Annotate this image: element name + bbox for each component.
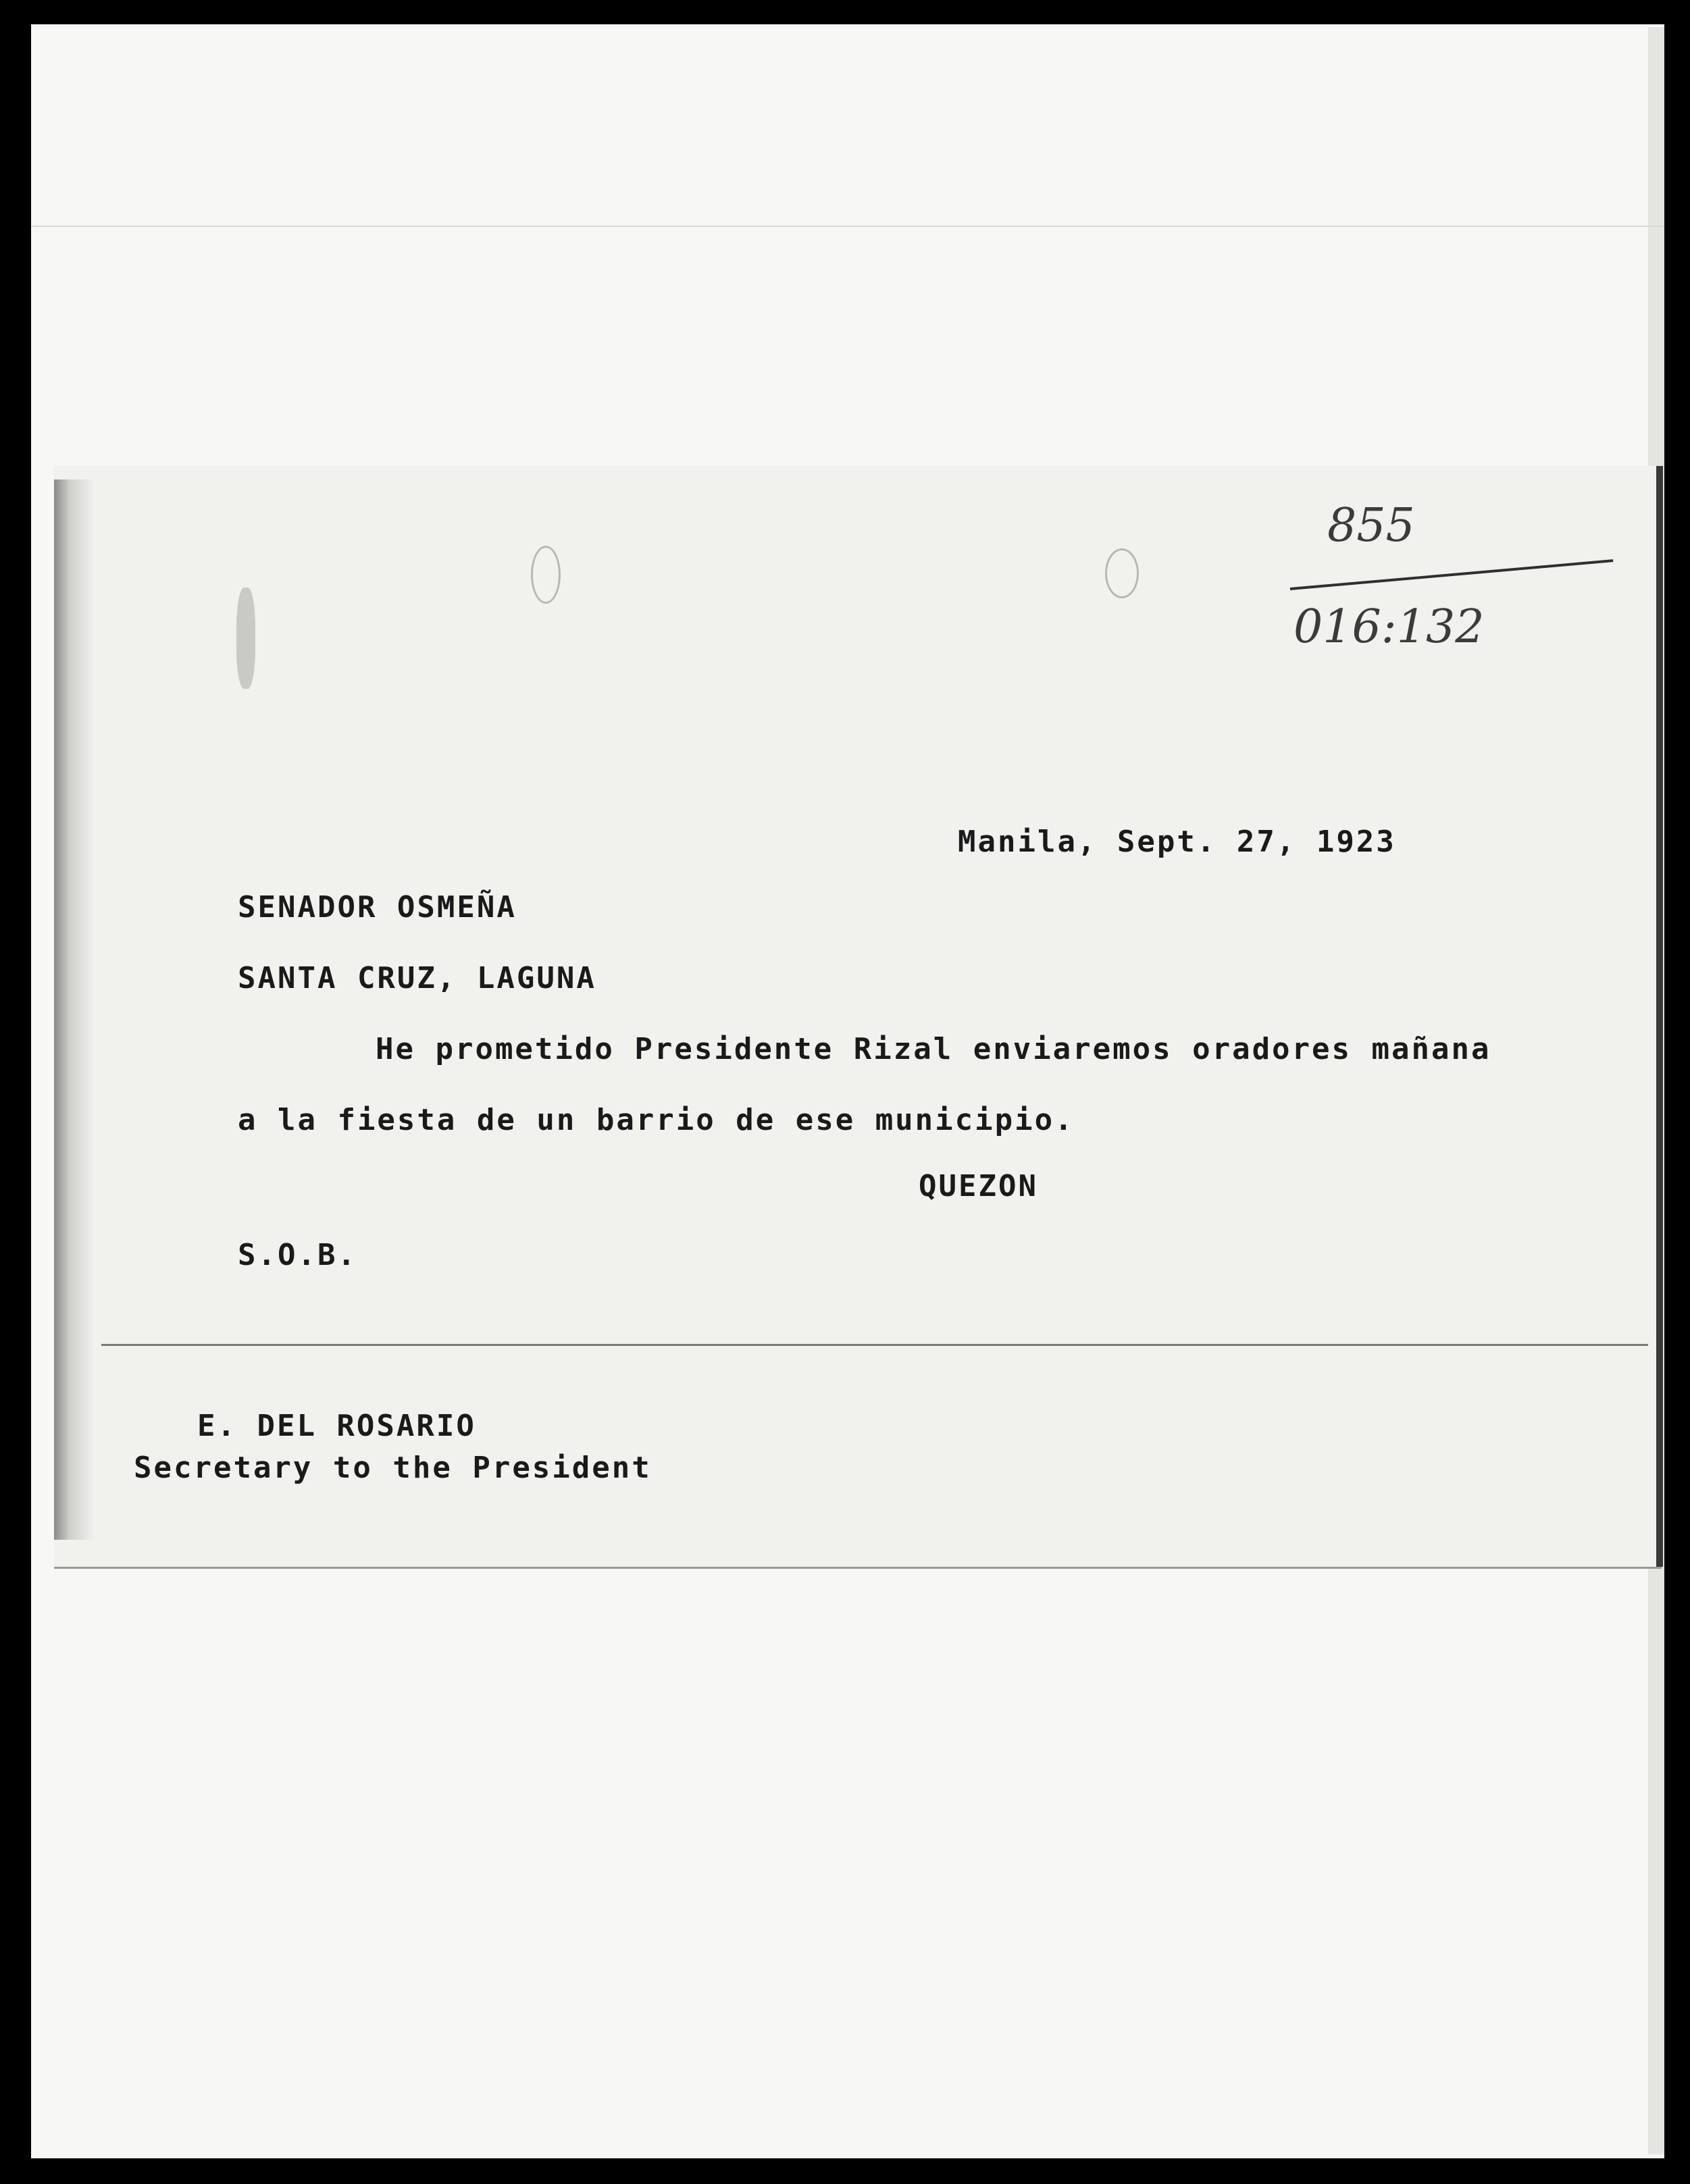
sender-title: Secretary to the President [134, 1451, 652, 1485]
archive-number-bottom: 016:132 [1294, 600, 1485, 654]
punch-hole-mark [531, 546, 561, 604]
slip-left-shadow [54, 479, 93, 1540]
binding-smudge [236, 588, 255, 689]
archive-number-top: 855 [1327, 499, 1415, 552]
slip-right-border [1656, 466, 1663, 1567]
addressee-name: SENADOR OSMEÑA [238, 890, 517, 925]
message-line-2: a la fiesta de un barrio de ese municipio. [238, 1103, 1075, 1137]
message-line-1: He prometido Presidente Rizal enviaremos oradores mañana [376, 1032, 1491, 1066]
addressee-location: SANTA CRUZ, LAGUNA [238, 961, 596, 995]
punch-hole-mark [1105, 548, 1139, 598]
sender-name: E. DEL ROSARIO [197, 1409, 476, 1443]
faint-rule [31, 226, 1664, 227]
signature: QUEZON [919, 1169, 1038, 1203]
routing-initials: S.O.B. [238, 1238, 357, 1272]
place-date: Manila, Sept. 27, 1923 [958, 825, 1396, 859]
slip-bottom-rule [101, 1344, 1648, 1346]
